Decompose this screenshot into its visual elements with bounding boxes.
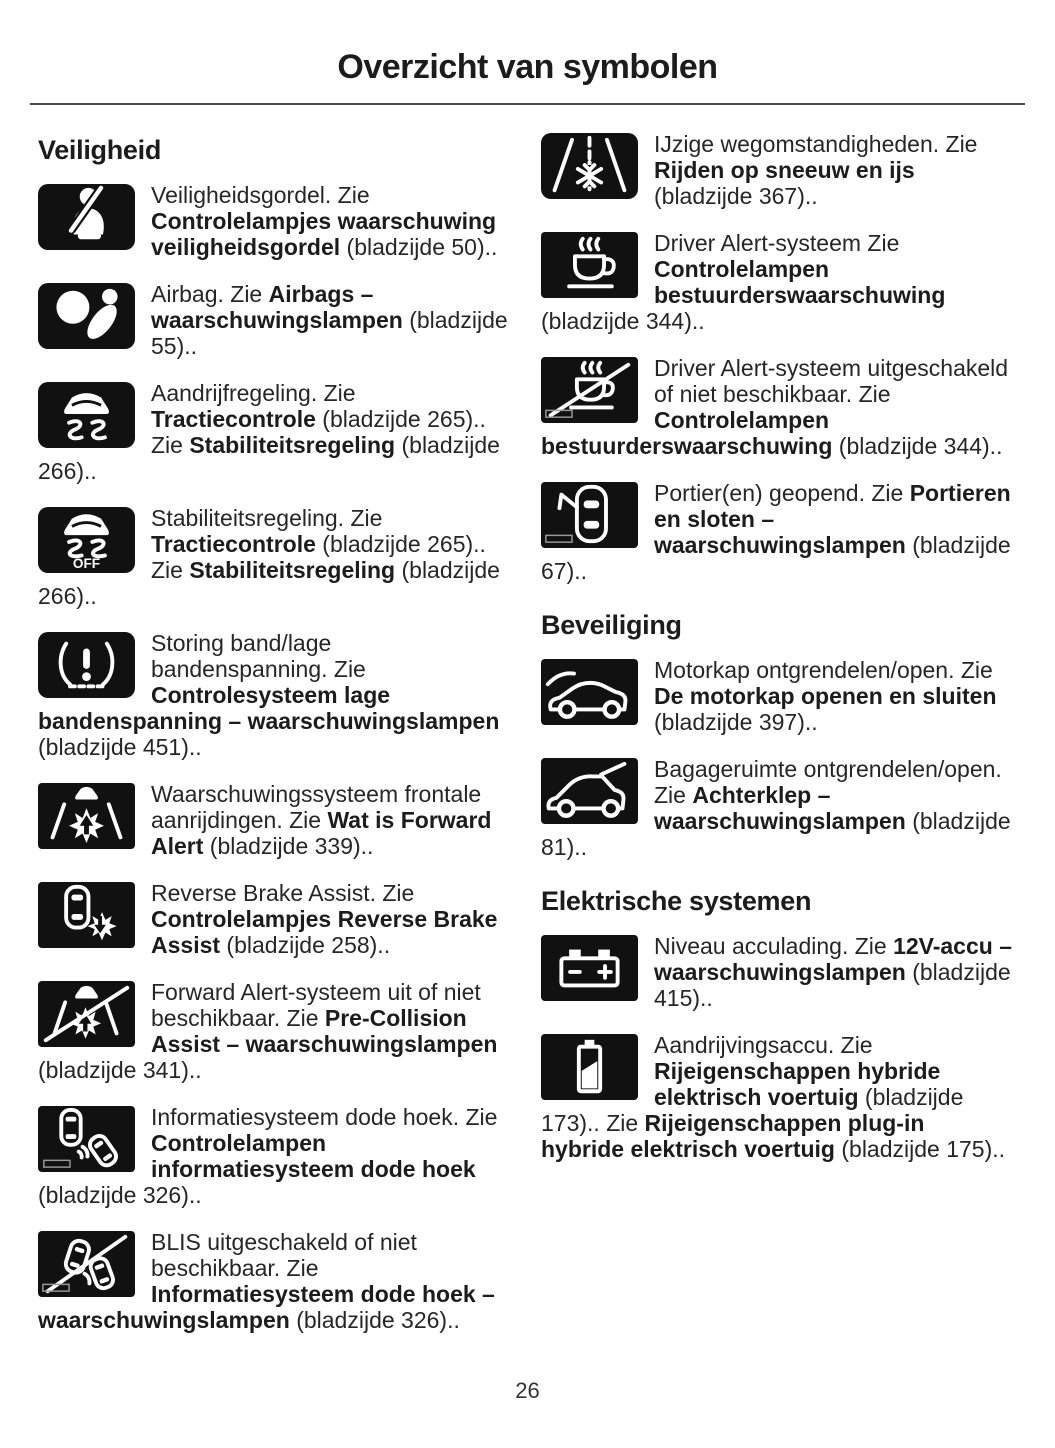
symbol-item-liftgate — [541, 756, 1012, 860]
section-heading-beveiliging: Beveiliging — [541, 610, 682, 640]
symbol-item-blis-off — [38, 1229, 509, 1333]
content-columns — [0, 105, 1055, 1354]
drive-battery-icon — [541, 1034, 638, 1100]
page-title: Overzicht van symbolen — [337, 48, 718, 86]
driver-alert-off-icon — [541, 357, 638, 423]
symbol-description: Aandrijvingsaccu. Zie Rijeigenschappen hybride elektrisch voertuig (bladzijde 173).. Zie Rijeigenschappen plug-in hybride elektrisch voertuig (bladzijde 175).. — [541, 1032, 1006, 1162]
forward-alert-off-icon — [38, 981, 135, 1047]
symbol-description: Forward Alert-systeem uit of niet beschikbaar. Zie Pre-Collision Assist – waarschuwingslampen (bladzijde 341).. — [38, 979, 498, 1083]
symbol-description: Airbag. Zie Airbags – waarschuwingslampen (bladzijde 55).. — [151, 281, 508, 359]
symbol-item-forward-alert-off — [38, 979, 509, 1083]
symbol-item-hood — [541, 657, 1012, 735]
airbag-warning-icon — [38, 283, 135, 349]
symbol-item-traction — [38, 380, 509, 484]
traction-control-icon — [38, 382, 135, 448]
svg-text:OFF: OFF — [72, 556, 101, 572]
symbol-description: BLIS uitgeschakeld of niet beschikbaar. Zie Informatiesysteem dode hoek – waarschuwingslampen (bladzijde 326).. — [38, 1229, 495, 1333]
symbol-item-battery12v — [541, 933, 1012, 1011]
page-number: 26 — [515, 1378, 540, 1403]
symbol-item-driver-alert — [541, 230, 1012, 334]
right-column — [541, 131, 1012, 1354]
symbol-description: Informatiesysteem dode hoek. Zie Controlelampen informatiesysteem dode hoek (bladzijde 326).. — [38, 1104, 498, 1208]
symbol-description: Driver Alert-systeem uitgeschakeld of niet beschikbaar. Zie Controlelampen bestuurderswaarschuwing (bladzijde 344).. — [541, 355, 1009, 459]
section-heading-elektrische: Elektrische systemen — [541, 886, 812, 916]
symbol-description: Driver Alert-systeem Zie Controlelampen bestuurderswaarschuwing (bladzijde 344).. — [541, 230, 946, 334]
12v-battery-icon — [541, 935, 638, 1001]
section-heading-veiligheid: Veiligheid — [38, 135, 162, 165]
forward-collision-warning-icon — [38, 783, 135, 849]
symbol-description: Aandrijfregeling. Zie Tractiecontrole (bladzijde 265).. Zie Stabiliteitsregeling (bladzijde 266).. — [38, 380, 500, 484]
symbol-description: Motorkap ontgrendelen/open. Zie De motorkap openen en sluiten (bladzijde 397).. — [654, 657, 997, 735]
driver-alert-icon — [541, 232, 638, 298]
stability-control-off-icon — [38, 507, 135, 573]
symbol-item-seatbelt — [38, 182, 509, 260]
symbol-description: Stabiliteitsregeling. Zie Tractiecontrole (bladzijde 265).. Zie Stabiliteitsregeling (bladzijde 266).. — [38, 505, 500, 609]
symbol-description: Waarschuwingssysteem frontale aanrijdingen. Zie Wat is Forward Alert (bladzijde 339).. — [151, 781, 492, 859]
symbol-item-airbag — [38, 281, 509, 359]
blind-spot-information-icon — [38, 1106, 135, 1172]
reverse-brake-assist-icon — [38, 882, 135, 948]
symbol-description: Storing band/lage bandenspanning. Zie Controlesysteem lage bandenspanning – waarschuwingslampen (bladzijde 451).. — [38, 630, 500, 760]
symbol-item-stability-off — [38, 505, 509, 609]
door-open-icon — [541, 482, 638, 548]
liftgate-open-icon — [541, 758, 638, 824]
icy-road-conditions-icon — [541, 133, 638, 199]
symbol-item-blis — [38, 1104, 509, 1208]
symbol-description: Niveau acculading. Zie 12V-accu – waarschuwingslampen (bladzijde 415).. — [654, 933, 1012, 1011]
symbol-item-tpms — [38, 630, 509, 760]
symbol-item-icy-road — [541, 131, 1012, 209]
symbol-item-drive-battery — [541, 1032, 1012, 1162]
symbol-description: Bagageruimte ontgrendelen/open. Zie Achterklep – waarschuwingslampen (bladzijde 81).. — [541, 756, 1011, 860]
symbol-item-door-open — [541, 480, 1012, 584]
symbol-description: Veiligheidsgordel. Zie Controlelampjes waarschuwing veiligheidsgordel (bladzijde 50).. — [151, 182, 498, 260]
symbol-description: Reverse Brake Assist. Zie Controlelampjes Reverse Brake Assist (bladzijde 258).. — [151, 880, 498, 958]
left-column — [38, 131, 509, 1354]
blind-spot-off-icon — [38, 1231, 135, 1297]
symbol-item-forward-collision — [38, 781, 509, 859]
hood-open-icon — [541, 659, 638, 725]
seatbelt-warning-icon — [38, 184, 135, 250]
tire-pressure-warning-icon — [38, 632, 135, 698]
symbol-item-driver-alert-off — [541, 355, 1012, 459]
symbol-description: IJzige wegomstandigheden. Zie Rijden op sneeuw en ijs (bladzijde 367).. — [654, 131, 978, 209]
symbol-item-reverse-brake — [38, 880, 509, 958]
symbol-description: Portier(en) geopend. Zie Portieren en sloten – waarschuwingslampen (bladzijde 67).. — [541, 480, 1011, 584]
